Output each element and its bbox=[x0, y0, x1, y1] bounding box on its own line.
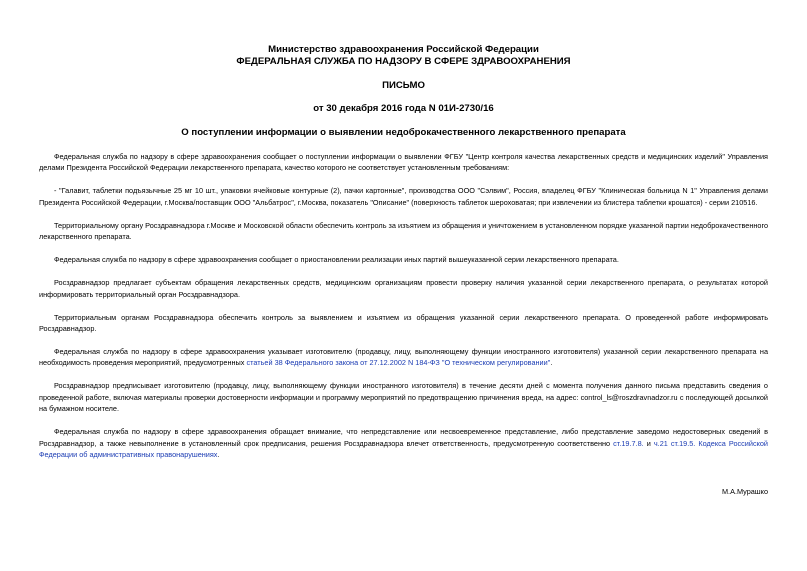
paragraph-territorial-control: Территориальным органам Росздравнадзора обеспечить контроль за выявлением и изъятием из обращения указанной серии лекарственного препарата. О проведенной работе информировать Росздравнадзор. bbox=[39, 312, 768, 334]
paragraph-check-proposal: Росздравнадзор предлагает субъектам обращения лекарственных средств, медицинским организациям провести проверку наличия указанной серии лекарственного препарата, о результатах которой информировать территориальный орган Росздравнадзора. bbox=[39, 278, 768, 299]
paragraph-report-requirement: Росздравнадзор предписывает изготовителю (продавцу, лицу, выполняющему функции иностранного изготовителя) в течение десяти дней с момента получения данного письма представить сведения о проведенной работе, включая материалы проверки достоверности информации и программу мероприятий по предотвращению причинения вреда, на адрес: control_ls@roszdravnadzor.ru с последующей досылкой на бумажном носителе. bbox=[39, 381, 768, 414]
document-type: ПИСЬМО bbox=[382, 80, 425, 91]
document-page bbox=[39, 44, 768, 497]
administrative-code-link[interactable]: Кодекса Российской Федерации об административных правонарушениях bbox=[39, 438, 769, 460]
document-header bbox=[39, 44, 768, 115]
paragraph-text: . bbox=[550, 358, 553, 368]
paragraph-moscow-control: Территориальному органу Росздравнадзора г.Москве и Московской области обеспечить контроль за изъятием из обращения и уничтожением в установленном порядке указанной партии недоброкачественного лекарственного препарата. bbox=[39, 220, 768, 242]
document-body bbox=[39, 151, 768, 460]
paragraph-text: и bbox=[643, 438, 654, 448]
paragraph-text: Федеральная служба по надзору в сфере здравоохранения обращает внимание, что непредставление или несвоевременное представление, либо представление заведомо недостоверных сведений в Росздравнадзор, а также невыполнение в установленный срок предписания, решения Росздравнадзора влечет ответственность, предусмотренную соответственно bbox=[39, 427, 768, 448]
paragraph-product: - "Галавит, таблетки подъязычные 25 мг 10 шт., упаковки ячейковые контурные (2), пачки картонные", производства ООО "Сэлвим", Россия, владелец ФГБУ "Клиническая больница N 1" Управления делами Президента Российской Федерации, г.Москва/поставщик ООО "Альбатрос", г.Москва, показатель "Описание" (поверхность таблеток шероховатая; при извлечении из блистера таблетки крошатся) - серии 210516. bbox=[39, 186, 768, 207]
ministry-name: Министерство здравоохранения Российской Федерации bbox=[268, 44, 539, 55]
document-subject: О поступлении информации о выявлении недоброкачественного лекарственного препарата bbox=[181, 127, 626, 138]
paragraph-manufacturer-measures bbox=[39, 346, 768, 369]
paragraph-liability bbox=[39, 426, 768, 460]
paragraph-suspension: Федеральная служба по надзору в сфере здравоохранения сообщает о приостановлении реализации иных партий вышеуказанной серии лекарственного препарата. bbox=[54, 255, 619, 265]
law-184-fz-link[interactable]: статьей 38 Федерального закона от 27.12.2002 N 184-ФЗ "О техническом регулировании" bbox=[246, 358, 551, 368]
document-date-number: от 30 декабря 2016 года N 01И-2730/16 bbox=[313, 103, 494, 114]
article-19-7-8-link[interactable]: ст.19.7.8. bbox=[613, 438, 644, 448]
paragraph-intro: Федеральная служба по надзору в сфере здравоохранения сообщает о поступлении информации о выявлении ФГБУ "Центр контроля качества лекарственных средств и медицинских изделий" Управления делами Президента Российской Федерации лекарственного препарата, качество которого не соответствует установленным требованиям: bbox=[39, 152, 768, 173]
signature: М.А.Мурашко bbox=[721, 487, 768, 497]
article-19-5-link[interactable]: ч.21 ст.19.5. bbox=[653, 438, 696, 448]
agency-name: ФЕДЕРАЛЬНАЯ СЛУЖБА ПО НАДЗОРУ В СФЕРЕ ЗДРАВООХРАНЕНИЯ bbox=[236, 56, 571, 67]
paragraph-text: Федеральная служба по надзору в сфере здравоохранения указывает изготовителю (продавцу, лицу, выполняющему функции иностранного изготовителя) указанной серии лекарственного препарата на необходимость проведения мероприятий, предусмотренных bbox=[39, 347, 768, 368]
paragraph-text: . bbox=[217, 450, 220, 460]
